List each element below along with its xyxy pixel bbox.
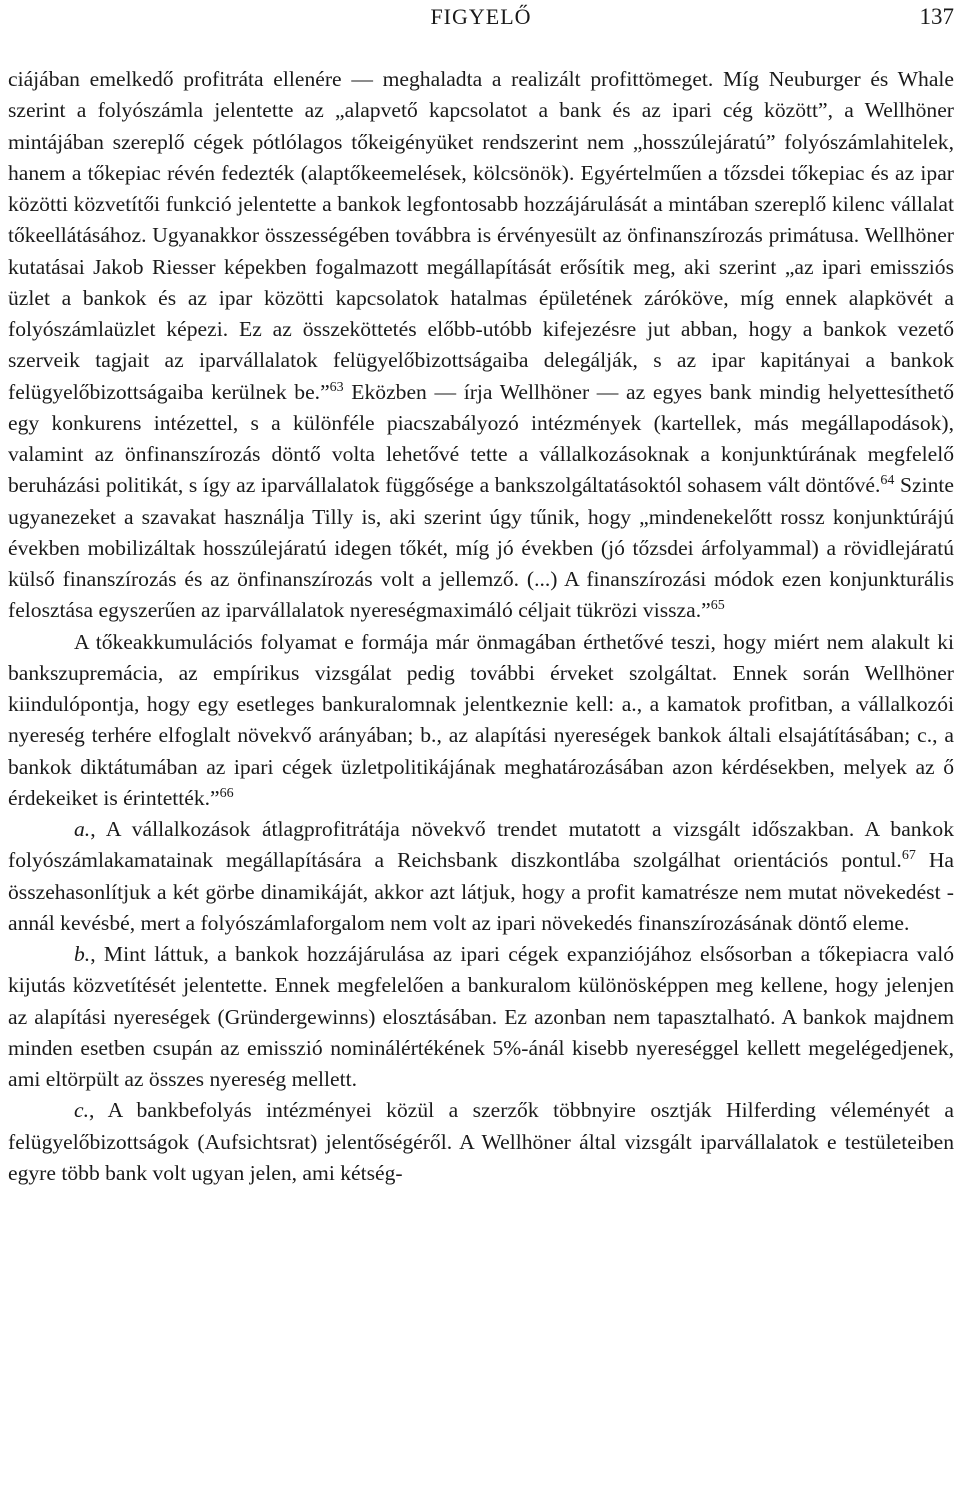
page-header [8,0,954,44]
text-run: , A bankbefolyás intézményei közül a szerzők többnyire osztják Hilferding véleményét a felügyelőbizottságok (Aufsichtsrat) jelentőségéről. A Wellhöner által vizsgált iparvállalatok e testületeiben egyre több bank volt ugyan jelen, ami kétség- [8,1098,954,1185]
page-number: 137 [919,4,954,29]
footnote-ref: 65 [710,598,725,614]
text-run: Szinte ugyanezeket a szavakat használja Tilly is, aki szerint úgy tűnik, hogy „mindenekelőtt rossz konjunktúrájú években mobilizáltak hosszúlejáratú idegen tőkét, míg jó években (jó tőzsdei árfolyammal) a rövidlejáratú külső finanszírozás és az önfinanszírozás volt a jellemző. (...) A finanszírozási módok ezen konjunkturális felosztása egyszerűen az iparvállalatok nyereségmaximáló céljait tükrözi vissza.” [8,473,954,623]
text-run: ciájában emelkedő profitráta ellenére — meghaladta a realizált profittömeget. Míg Neuburger és Whale szerint a folyószámla jelentette az „alapvető kapcsolatot a bank és az ipari cég között”, a Wellhöner mintájában szereplő cégek pótlólagos tőkeigényüket rendszerint nem „hosszúlejáratú” folyószámlahitelek, hanem a tőkepiac révén fedezték (alaptőkeemelések, kölcsönök). Egyértelműen a tőzsdei tőkepiac és az ipar közötti közvetítői funkció jelentette a bankok legfontosabb hozzájárulását a mintában szereplő kilenc vállalat tőkeellátásához. Ugyanakkor összességében továbbra is érvényesült az önfinanszírozás primátusa. Wellhöner kutatásai Jakob Riesser képekben fogalmazott megállapítását erősítik meg, aki szerint „az ipari emissziós üzlet a bankok és az ipar közötti kapcsolatok hatalmas épületének záróköve, míg ennek alapkövét a folyószámlaüzlet képezi. Ez az összeköttetés előbb-utóbb kifejezésre jut abban, hogy a bankok vezető szerveik tagjait az iparvállalatok felügyelőbizottságaiba delegálják, s az ipar kapitányai a bankok felügyelőbizottságaiba kerülnek be.” [8,67,954,404]
footnote-ref: 63 [329,379,344,395]
paragraph [8,627,954,815]
list-label: c. [74,1098,89,1123]
text-run: , Mint láttuk, a bankok hozzájárulása az ipari cégek expanziójához elsősorban a tőkepiacra való kijutás közvetítését jelentette. Ennek megfelelően a bankuralom különösképpen meg kellene, hogy jelenjen az alapítási nyereségek (Gründergewinns) elosztásában. Ez azonban nem tapasztalható. A bankok majdnem minden esetben csupán az emisszió nominálértékének 5%-ánál kisebb nyereséggel kellett megelégedjenek, ami eltörpült az összes nyereség mellett. [8,942,954,1091]
text-run: Ha összehasonlítjuk a két görbe dinamikáját, akkor azt látjuk, hogy a profit kamatrésze nem mutat növekedést - annál kevésbé, mert a folyószámlaforgalom nem volt az ipari növekedés finanszírozásának döntő eleme. [8,848,954,935]
running-title: FIGYELŐ [430,4,532,29]
footnote-ref: 66 [219,785,234,801]
text-run: Eközben — írja Wellhöner — az egyes bank mindig helyettesíthető egy konkurens intézettel, s a különféle piacszabályozó intézmények (kartellek, más megállapodások), valamint az önfinanszírozás döntő volta lehetővé tette a vállalkozásoknak a konjunktúrának megfelelő beruházási politikát, s így az iparvállalatok függősége a bankszolgáltatásoktól sohasem vált döntővé. [8,379,954,498]
paragraph [8,1095,954,1189]
book-page [8,0,954,1189]
footnote-ref: 67 [901,848,916,864]
paragraph [8,939,954,1095]
paragraph [8,64,954,627]
text-run: , A vállalkozások átlagprofitrátája növekvő trendet mutatott a vizsgált időszakban. A bankok folyószámlakamatainak megállapítására a Reichsbank diszkontlába szolgálhat orientációs pontul. [8,817,954,873]
text-run: A tőkeakkumulációs folyamat e formája már önmagában érthetővé teszi, hogy miért nem alakult ki bankszupremácia, az empírikus vizsgálat pedig további érveket szolgáltat. Ennek során Wellhöner kiindulópontja, hogy egy esetleges bankuralomnak jelentkeznie kell: a., a kamatok profitban, a vállalkozói nyereség terhére elfoglalt növekvő arányában; b., az alapítási nyereségek bankok általi elsajátításában; c., a bankok diktátumában az ipari cégek üzletpolitikájának meghatározásában azon kérdésekben, melyek az ő érdekeiket is érintették.” [8,629,954,810]
list-label: b. [74,942,91,966]
list-label: a. [74,817,91,841]
body-text [8,64,954,1189]
footnote-ref: 64 [880,473,895,489]
paragraph [8,814,954,939]
